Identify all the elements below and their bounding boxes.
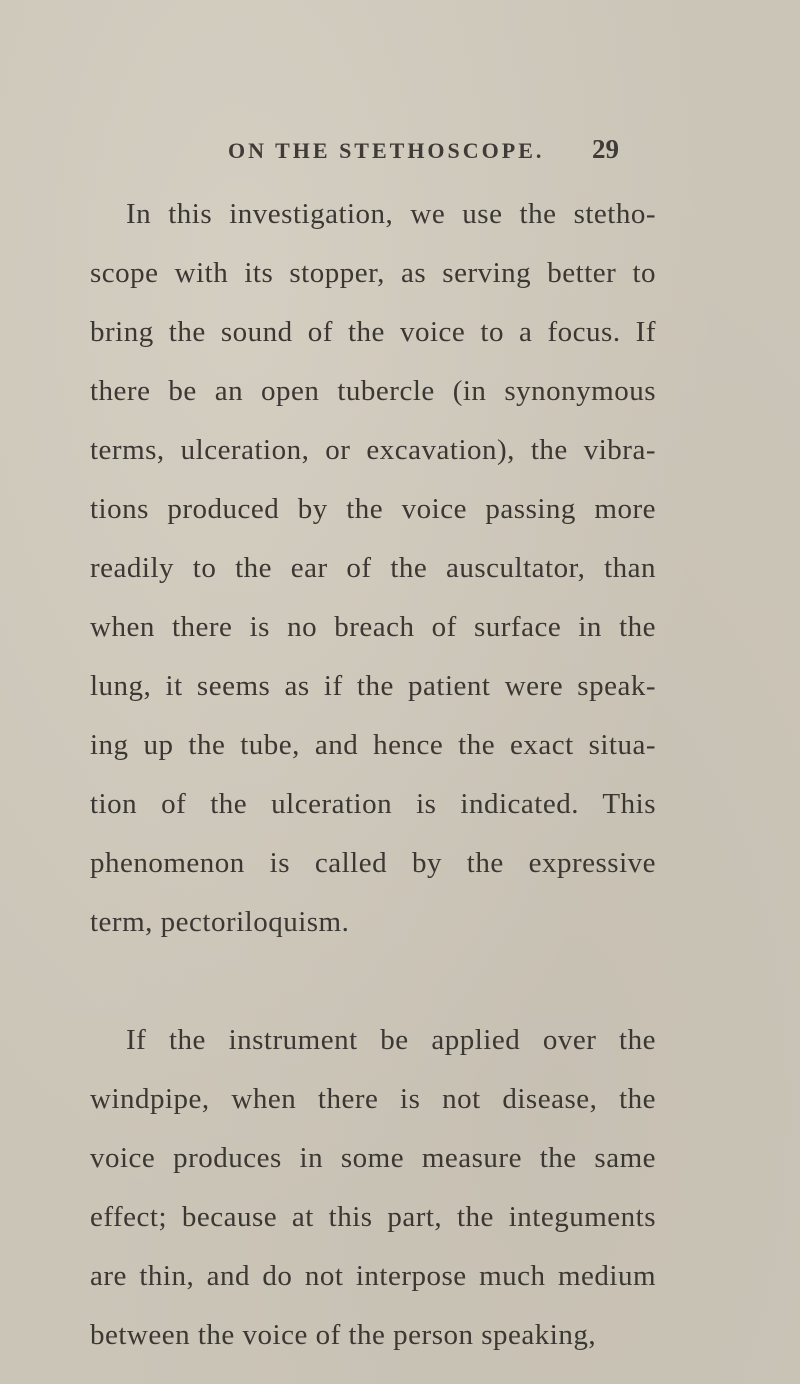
text-line: readily to the ear of the auscultator, than <box>90 552 656 584</box>
text-line: If the instrument be applied over the <box>126 1024 656 1056</box>
text-line: when there is no breach of surface in the <box>90 611 656 643</box>
text-line: In this investigation, we use the stetho- <box>126 198 656 230</box>
text-line: terms, ulceration, or excavation), the vibra- <box>90 434 656 466</box>
text-line: term, pectoriloquism. <box>90 906 350 938</box>
text-line: windpipe, when there is not disease, the <box>90 1083 656 1115</box>
text-line: lung, it seems as if the patient were speak- <box>90 670 656 702</box>
text-line: ing up the tube, and hence the exact situa- <box>90 729 656 761</box>
page-number: 29 <box>592 134 619 164</box>
text-line: between the voice of the person speaking, <box>90 1319 597 1351</box>
text-line: tions produced by the voice passing more <box>90 493 656 525</box>
text-line: phenomenon is called by the expressive <box>90 847 656 879</box>
running-title: ON THE STETHOSCOPE. <box>228 138 545 163</box>
text-line: bring the sound of the voice to a focus. If <box>90 316 656 348</box>
text-line: tion of the ulceration is indicated. This <box>90 788 656 820</box>
text-line: effect; because at this part, the integuments <box>90 1201 656 1233</box>
text-line: scope with its stopper, as serving better to <box>90 257 656 289</box>
text-line: voice produces in some measure the same <box>90 1142 656 1174</box>
page-header <box>228 134 688 178</box>
text-line: are thin, and do not interpose much medium <box>90 1260 656 1292</box>
text-line: there be an open tubercle (in synonymous <box>90 375 656 407</box>
